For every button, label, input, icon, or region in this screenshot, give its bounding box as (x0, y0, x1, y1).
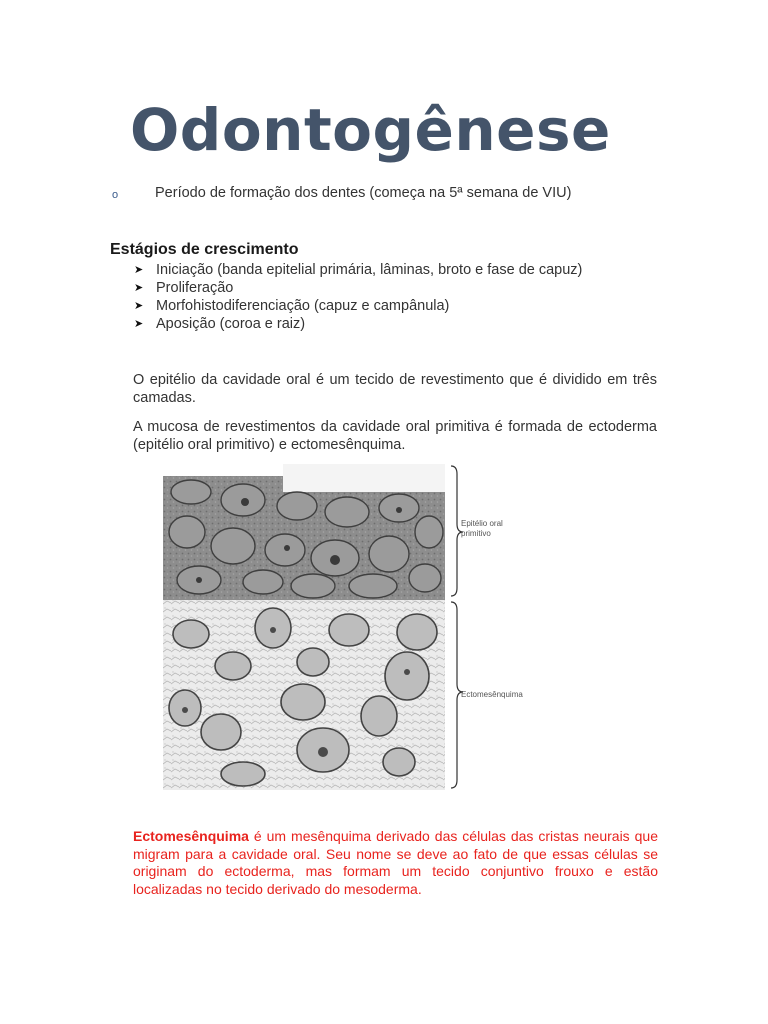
micrograph-figure (163, 462, 563, 790)
label-epithelium-line1: Epitélio oral (461, 519, 503, 528)
stages-heading: Estágios de crescimento (110, 241, 299, 258)
list-item-text: Aposição (coroa e raiz) (156, 316, 306, 332)
list-item (134, 261, 582, 279)
list-item (134, 297, 582, 315)
list-item-text: Iniciação (banda epitelial primária, lâminas, broto e fase de capuz) (156, 262, 583, 278)
arrow-bullet-icon: ➤ (134, 300, 144, 312)
arrow-bullet-icon: ➤ (134, 282, 144, 294)
label-ectomesenchyme: Ectomesênquima (461, 690, 523, 699)
arrow-bullet-icon: ➤ (134, 264, 144, 276)
micrograph-svg (163, 462, 563, 790)
label-epithelium-line2: primitivo (461, 529, 491, 538)
micrograph-image (163, 464, 445, 790)
definition-paragraph (133, 828, 658, 898)
list-item-text: Proliferação (156, 280, 234, 296)
definition-term: Ectomesênquima (133, 828, 249, 844)
list-item (134, 279, 582, 297)
page-title: Odontogênese (130, 96, 611, 164)
paragraph: A mucosa de revestimentos da cavidade oral primitiva é formada de ectoderma (epitélio oral primitivo) e ectomesênquima. (133, 419, 657, 453)
circle-bullet-icon: o (112, 189, 119, 201)
list-item (134, 315, 582, 333)
intro-text: Período de formação dos dentes (começa na 5ª semana de VIU) (155, 185, 572, 201)
arrow-bullet-icon: ➤ (134, 318, 144, 330)
definition-text: é um mesênquima derivado das células das cristas neurais que migram para a cavidade oral. Seu nome se deve ao fato de que essas células se originam do ectoderma, mas formam um tecido conjuntivo frouxo e estão localizadas no tecido derivado do mesoderma. (133, 828, 658, 897)
paragraph: O epitélio da cavidade oral é um tecido de revestimento que é dividido em três camadas. (133, 372, 657, 406)
stages-list (134, 261, 582, 333)
list-item-text: Morfohistodiferenciação (capuz e campânula) (156, 298, 450, 314)
